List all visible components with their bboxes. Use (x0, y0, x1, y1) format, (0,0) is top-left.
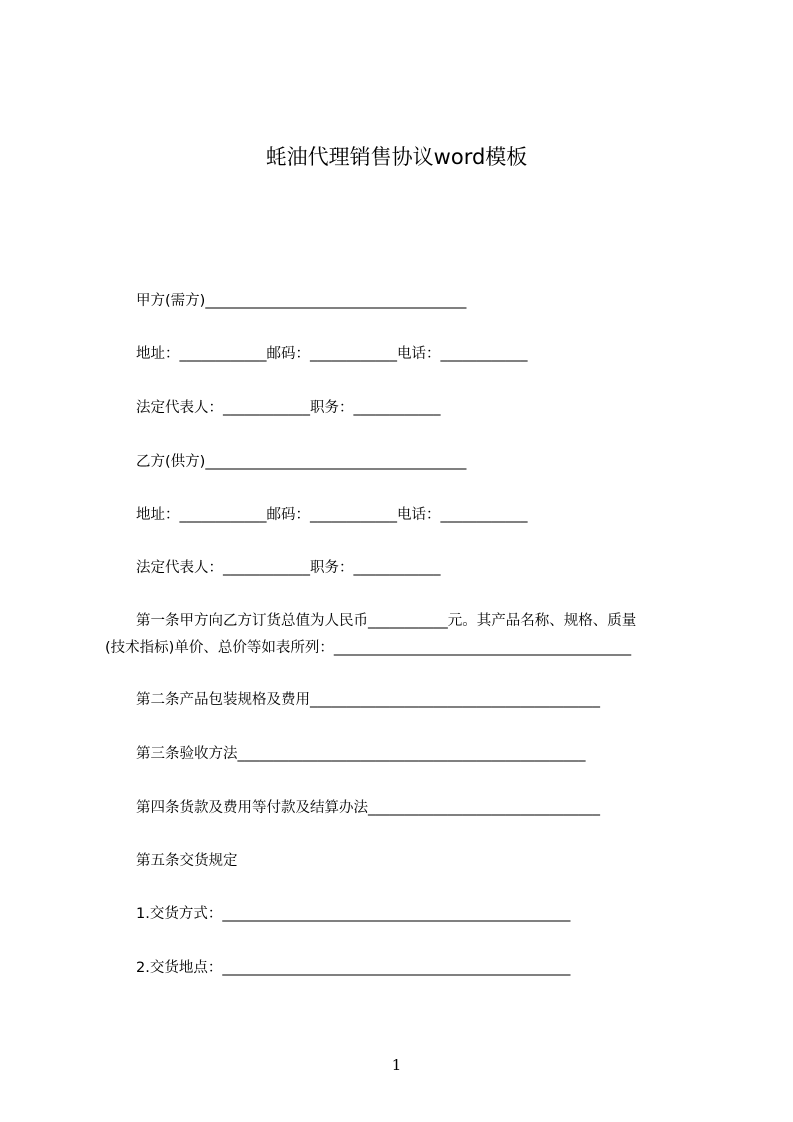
article-3-line: 第三条验收方法________________________________________________ (136, 746, 586, 762)
article-2-line: 第二条产品包装规格及费用________________________________________ (136, 692, 600, 708)
article-5-heading: 第五条交货规定 (136, 853, 238, 869)
party-a-address-line: 地址：____________邮码：____________电话：____________ (136, 346, 528, 362)
delivery-location-line: 2.交货地点：________________________________________________ (136, 960, 571, 976)
party-a-line: 甲方(需方)____________________________________ (136, 293, 467, 309)
article-1-line-1: 第一条甲方向乙方订货总值为人民币___________元。其产品名称、规格、质量 (136, 613, 637, 629)
party-a-representative-line: 法定代表人：____________职务：____________ (136, 400, 441, 416)
party-b-line: 乙方(供方)____________________________________ (136, 454, 467, 470)
delivery-method-line: 1.交货方式：________________________________________________ (136, 906, 571, 922)
party-b-representative-line: 法定代表人：____________职务：____________ (136, 560, 441, 576)
page-number: 1 (391, 1056, 402, 1074)
article-1-line-2: (技术指标)单价、总价等如表所列：_________________________________________ (105, 640, 632, 656)
document-title: 蚝油代理销售协议word模板 (265, 145, 528, 169)
article-4-line: 第四条货款及费用等付款及结算办法________________________________ (136, 800, 600, 816)
party-b-address-line: 地址：____________邮码：____________电话：____________ (136, 507, 528, 523)
